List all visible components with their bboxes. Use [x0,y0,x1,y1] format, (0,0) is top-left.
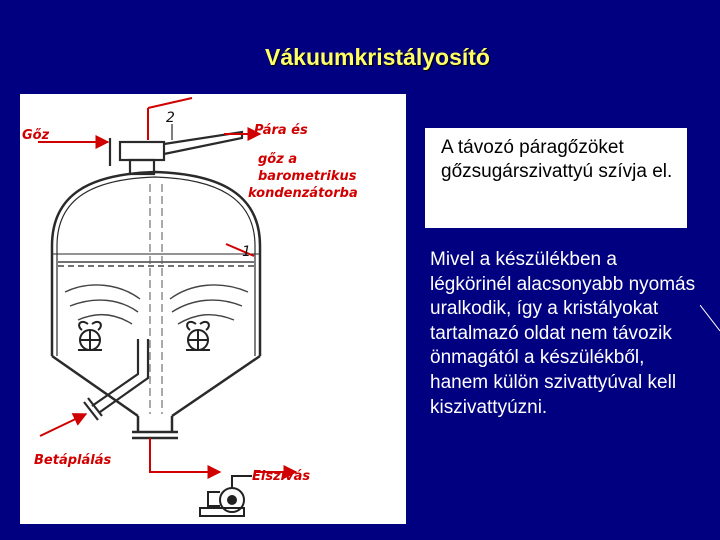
steam-ejector [110,124,242,174]
slide-title: Vákuumkristályosító [265,44,490,70]
stirrers [78,322,210,350]
label-number-1: 1 [242,244,251,260]
liquid-level [58,262,254,324]
label-feed: Betáplálás [34,453,112,468]
label-vapor-line3: barometrikus [258,169,357,184]
label-steam: Gőz [22,128,50,143]
callout-text: A távozó páragőzöket gőzsugárszivattyú szívja el. [441,137,673,182]
label-discharge: Elszívás [252,469,311,484]
crystallizer-diagram [20,94,406,524]
pump [200,476,252,516]
vessel [52,172,260,438]
center-shaft [150,184,162,414]
decorative-line [700,305,720,335]
label-number-2: 2 [166,110,175,126]
feed-pipe [84,339,148,420]
label-vapor-line4: kondenzátorba [248,186,358,201]
label-vapor-line2: gőz a [258,152,298,167]
explanation-paragraph: Mivel a készülékben a légkörinél alacsonyabb nyomás uralkodik, így a kristályokat tartalmazó oldat nem távozik önmagától a készülékből, hanem külön szivattyúval kell kiszivattyúzni. [430,249,696,418]
callout-box [425,128,687,228]
label-vapor-line1: Pára és [254,123,308,138]
